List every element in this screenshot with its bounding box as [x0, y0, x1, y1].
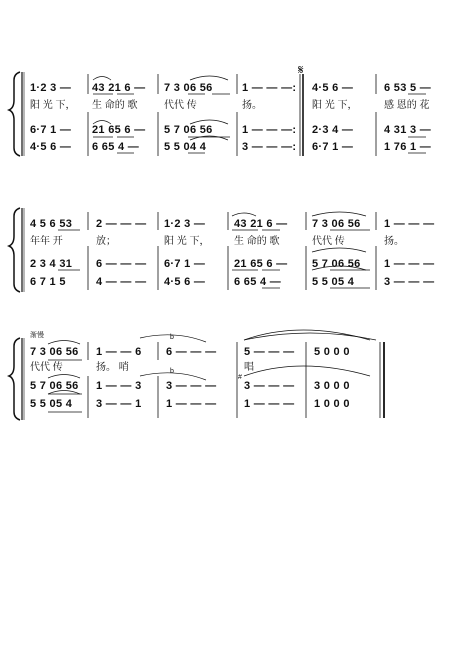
- note-group: 4·5 6 —: [312, 82, 354, 94]
- note-group: 1 — — —: [384, 218, 435, 230]
- note-group: 3 0 0 0: [314, 380, 350, 392]
- lyric: 阳 光 下，: [30, 100, 76, 111]
- note-group: 6 65 4 —: [92, 141, 140, 153]
- note-group: 1 — — —:: [242, 124, 297, 136]
- lyric: 代代 传: [164, 100, 197, 111]
- note-group: 6 — — —: [166, 346, 217, 358]
- lyric: 生 命的 歌: [234, 236, 280, 247]
- note-group: 5 0 0 0: [314, 346, 350, 358]
- lyric: 阳 光 下，: [312, 100, 358, 111]
- note-group: 43 21 6 —: [234, 218, 288, 230]
- note-group: 3 — — —:: [242, 141, 297, 153]
- note-group: 21 65 6 —: [92, 124, 146, 136]
- lyric: 感 恩的 花: [384, 100, 430, 111]
- note-group: 5 5 05 4: [312, 276, 355, 288]
- note-group: 21 65 6 —: [234, 258, 288, 270]
- note-group: 5 — — —: [244, 346, 295, 358]
- note-group: 3 — — —: [384, 276, 435, 288]
- note-group: 1 — — —: [166, 398, 217, 410]
- note-group: 5 5 05 4: [30, 398, 73, 410]
- lyric: 代代 传: [30, 362, 63, 373]
- note-group: 7 3 06 56: [164, 82, 213, 94]
- note-group: 6·7 1 —: [164, 258, 206, 270]
- note-group: 1 — — —:: [242, 82, 297, 94]
- lyric: 放；: [96, 236, 116, 247]
- note-group: 1·2 3 —: [30, 82, 72, 94]
- flat-sign: b: [170, 334, 174, 341]
- note-group: 5 7 06 56: [312, 258, 361, 270]
- note-group: 1 — — 6: [96, 346, 142, 358]
- note-group: 6·7 1 —: [30, 124, 72, 136]
- lyric: 阳 光 下，: [164, 236, 210, 247]
- note-group: 4 31 3 —: [384, 124, 432, 136]
- note-group: 6 53 5 —: [384, 82, 432, 94]
- lyric: 唱: [244, 362, 254, 373]
- note-group: 2 3 4 31: [30, 258, 73, 270]
- lyric: 扬。: [384, 236, 404, 247]
- note-group: 43 21 6 —: [92, 82, 146, 94]
- sharp-sign: #: [238, 374, 242, 381]
- lyric: 扬。 哨: [96, 362, 129, 373]
- note-group: 3 — — —: [166, 380, 217, 392]
- segno-sign: 𝄋: [298, 62, 304, 77]
- tempo-mark: 渐慢: [30, 332, 44, 339]
- note-group: 3 — — 1: [96, 398, 142, 410]
- note-group: 5 5 04 4: [164, 141, 207, 153]
- note-group: 2·3 4 —: [312, 124, 354, 136]
- note-group: 5 7 06 56: [30, 380, 79, 392]
- lyric: 代代 传: [312, 236, 345, 247]
- note-group: 6 — — —: [96, 258, 147, 270]
- lyric: 年年 开: [30, 236, 63, 247]
- note-group: 4·5 6 —: [164, 276, 206, 288]
- note-group: 7 3 06 56: [312, 218, 361, 230]
- note-group: 2 — — —: [96, 218, 147, 230]
- note-group: 1 — — —: [244, 398, 295, 410]
- note-group: 1 — — —: [384, 258, 435, 270]
- note-group: 4·5 6 —: [30, 141, 72, 153]
- note-group: 3 — — —: [244, 380, 295, 392]
- note-group: 5 7 06 56: [164, 124, 213, 136]
- note-group: 7 3 06 56: [30, 346, 79, 358]
- note-group: 1 — — 3: [96, 380, 142, 392]
- note-group: 1 0 0 0: [314, 398, 350, 410]
- note-group: 1 76 1 —: [384, 141, 432, 153]
- note-group: 4 — — —: [96, 276, 147, 288]
- note-group: 1·2 3 —: [164, 218, 206, 230]
- flat-sign: b: [170, 368, 174, 375]
- note-group: 6 65 4 —: [234, 276, 282, 288]
- lyric: 扬。: [242, 100, 262, 111]
- note-group: 6·7 1 —: [312, 141, 354, 153]
- note-group: 4 5 6 53: [30, 218, 73, 230]
- note-group: 6 7 1 5: [30, 276, 66, 288]
- lyric: 生 命的 歌: [92, 100, 138, 111]
